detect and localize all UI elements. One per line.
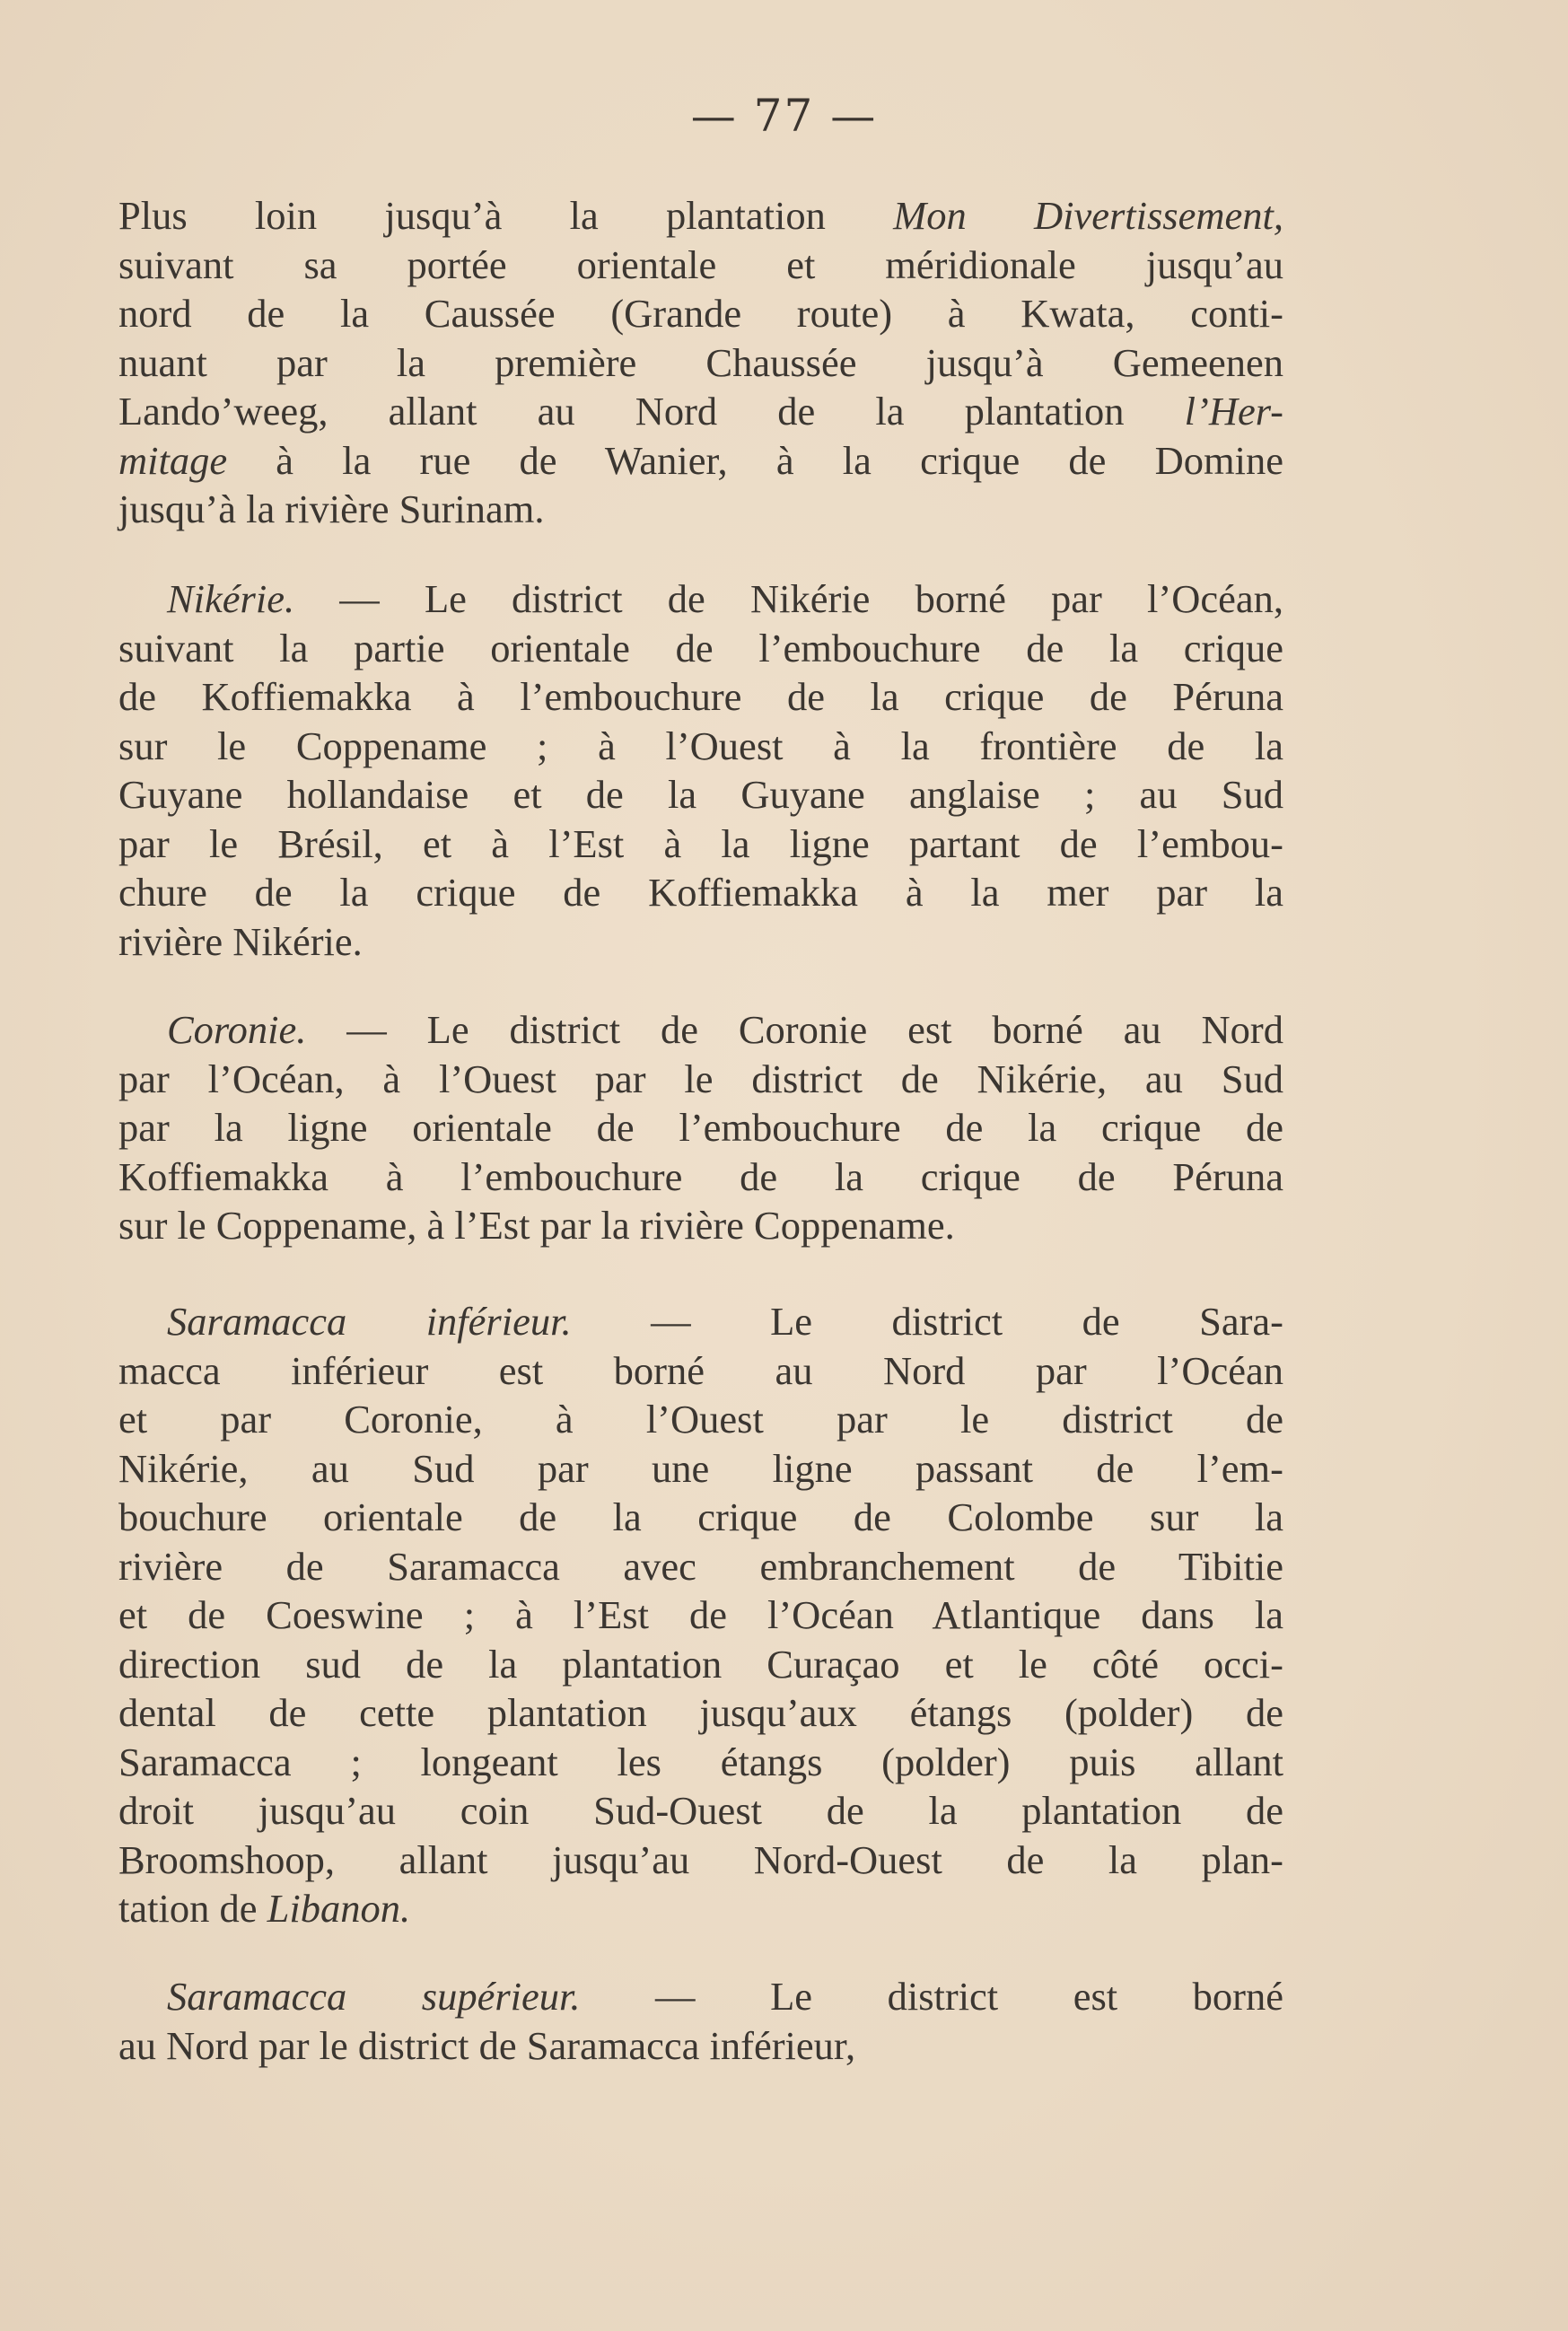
text-line	[118, 1152, 1283, 1202]
line-text: et de Coeswine ; à l’Est de l’Océan Atlantique dans la	[118, 1592, 1283, 1637]
italic-text: Mon Divertissement,	[893, 193, 1283, 238]
paragraph-coronie	[118, 1005, 1283, 1250]
line-text: jusqu’à la rivière Surinam.	[118, 486, 545, 531]
text-line	[118, 1103, 1283, 1152]
line-text: sur le Coppename ; à l’Ouest à la frontière de la	[118, 723, 1283, 768]
line-text: suivant sa portée orientale et méridionale jusqu’au	[118, 241, 1283, 287]
text-line	[118, 819, 1283, 869]
line-text: droit jusqu’au coin Sud-Ouest de la plantation de	[118, 1788, 1283, 1833]
line-text: — Le district de Nikérie borné par l’Océan,	[294, 576, 1283, 621]
line-text: sur le Coppename, à l’Est par la rivière Coppename.	[118, 1203, 955, 1248]
line-text: par la ligne orientale de l’embouchure de la crique de	[118, 1105, 1283, 1150]
text-line	[118, 672, 1283, 722]
text-line	[118, 1836, 1283, 1885]
paragraph-paramaribo-boundaries	[118, 191, 1283, 534]
text-line	[118, 1884, 1283, 1933]
text-line	[118, 1055, 1283, 1104]
text-line	[118, 1297, 1283, 1346]
text-line	[118, 1972, 1283, 2021]
text-line	[118, 191, 1283, 241]
italic-text: Saramacca supérieur.	[167, 1974, 581, 2019]
italic-text: mitage	[118, 437, 228, 483]
text-line	[118, 917, 1283, 967]
text-line	[118, 485, 1283, 534]
line-text: suivant la partie orientale de l’embouchure de la crique	[118, 625, 1283, 670]
paragraph-saramacca-inferieur	[118, 1297, 1283, 1933]
line-text: Plus loin jusqu’à la plantation	[118, 193, 894, 238]
line-text: chure de la crique de Koffiemakka à la mer par la	[118, 870, 1283, 915]
text-line	[118, 387, 1283, 436]
page-number: — 77 —	[690, 90, 878, 142]
line-text: rivière de Saramacca avec embranchement de Tibitie	[118, 1543, 1283, 1589]
line-text: par l’Océan, à l’Ouest par le district de Nikérie, au Sud	[118, 1056, 1283, 1101]
text-line	[118, 241, 1283, 290]
line-text: Nikérie, au Sud par une ligne passant de l’em-	[118, 1445, 1283, 1491]
line-text: macca inférieur est borné au Nord par l’Océan	[118, 1347, 1283, 1393]
text-line	[118, 1201, 1283, 1250]
line-text: — Le district est borné	[580, 1974, 1284, 2019]
line-text: nuant par la première Chaussée jusqu’à Gemeenen	[118, 339, 1283, 385]
italic-text: l’Her-	[1184, 389, 1283, 434]
line-text: de Koffiemakka à l’embouchure de la crique de Péruna	[118, 674, 1283, 719]
text-line	[118, 289, 1283, 338]
text-line	[118, 1005, 1283, 1055]
line-text: tation de	[118, 1886, 267, 1931]
text-line	[118, 1786, 1283, 1836]
text-line	[118, 338, 1283, 388]
line-text: Broomshoop, allant jusqu’au Nord-Ouest de la plan-	[118, 1836, 1283, 1882]
line-text: — Le district de Coronie est borné au Nord	[306, 1007, 1283, 1052]
text-line	[118, 436, 1283, 486]
italic-text: Nikérie.	[167, 576, 295, 621]
text-line	[118, 868, 1283, 917]
line-text: Lando’weeg, allant au Nord de la plantation	[118, 389, 1185, 434]
italic-text: Saramacca inférieur.	[167, 1299, 572, 1344]
text-line	[118, 1346, 1283, 1396]
text-line	[118, 1591, 1283, 1640]
line-text: Koffiemakka à l’embouchure de la crique de Péruna	[118, 1153, 1283, 1199]
line-text: bouchure orientale de la crique de Colombe sur la	[118, 1494, 1283, 1539]
text-line	[118, 1395, 1283, 1444]
text-line	[118, 624, 1283, 673]
line-text: nord de la Caussée (Grande route) à Kwata, conti-	[118, 291, 1283, 336]
line-text: par le Brésil, et à l’Est à la ligne partant de l’embou-	[118, 820, 1283, 866]
text-line	[118, 770, 1283, 819]
paragraph-nikerie	[118, 574, 1283, 966]
paragraph-saramacca-superieur	[118, 1972, 1283, 2070]
italic-text: Libanon.	[267, 1886, 411, 1931]
text-line	[118, 1444, 1283, 1494]
line-text: direction sud de la plantation Curaçao et le côté occi-	[118, 1641, 1283, 1687]
line-text: rivière Nikérie.	[118, 918, 363, 964]
line-text: et par Coronie, à l’Ouest par le district de	[118, 1397, 1283, 1442]
text-line	[118, 722, 1283, 771]
text-line	[118, 1738, 1283, 1787]
line-text: Guyane hollandaise et de la Guyane anglaise ; au Sud	[118, 772, 1283, 817]
line-text: Saramacca ; longeant les étangs (polder) puis allant	[118, 1739, 1283, 1784]
text-line	[118, 1688, 1283, 1738]
text-line	[118, 574, 1283, 624]
line-text: au Nord par le district de Saramacca inférieur,	[118, 2022, 856, 2068]
italic-text: Coronie.	[167, 1007, 307, 1052]
text-line	[118, 1542, 1283, 1591]
text-line	[118, 1493, 1283, 1542]
text-line	[118, 2021, 1283, 2071]
line-text: dental de cette plantation jusqu’aux étangs (polder) de	[118, 1690, 1283, 1735]
text-line	[118, 1640, 1283, 1689]
line-text: à la rue de Wanier, à la crique de Domine	[227, 437, 1283, 483]
line-text: — Le district de Sara-	[571, 1299, 1283, 1344]
